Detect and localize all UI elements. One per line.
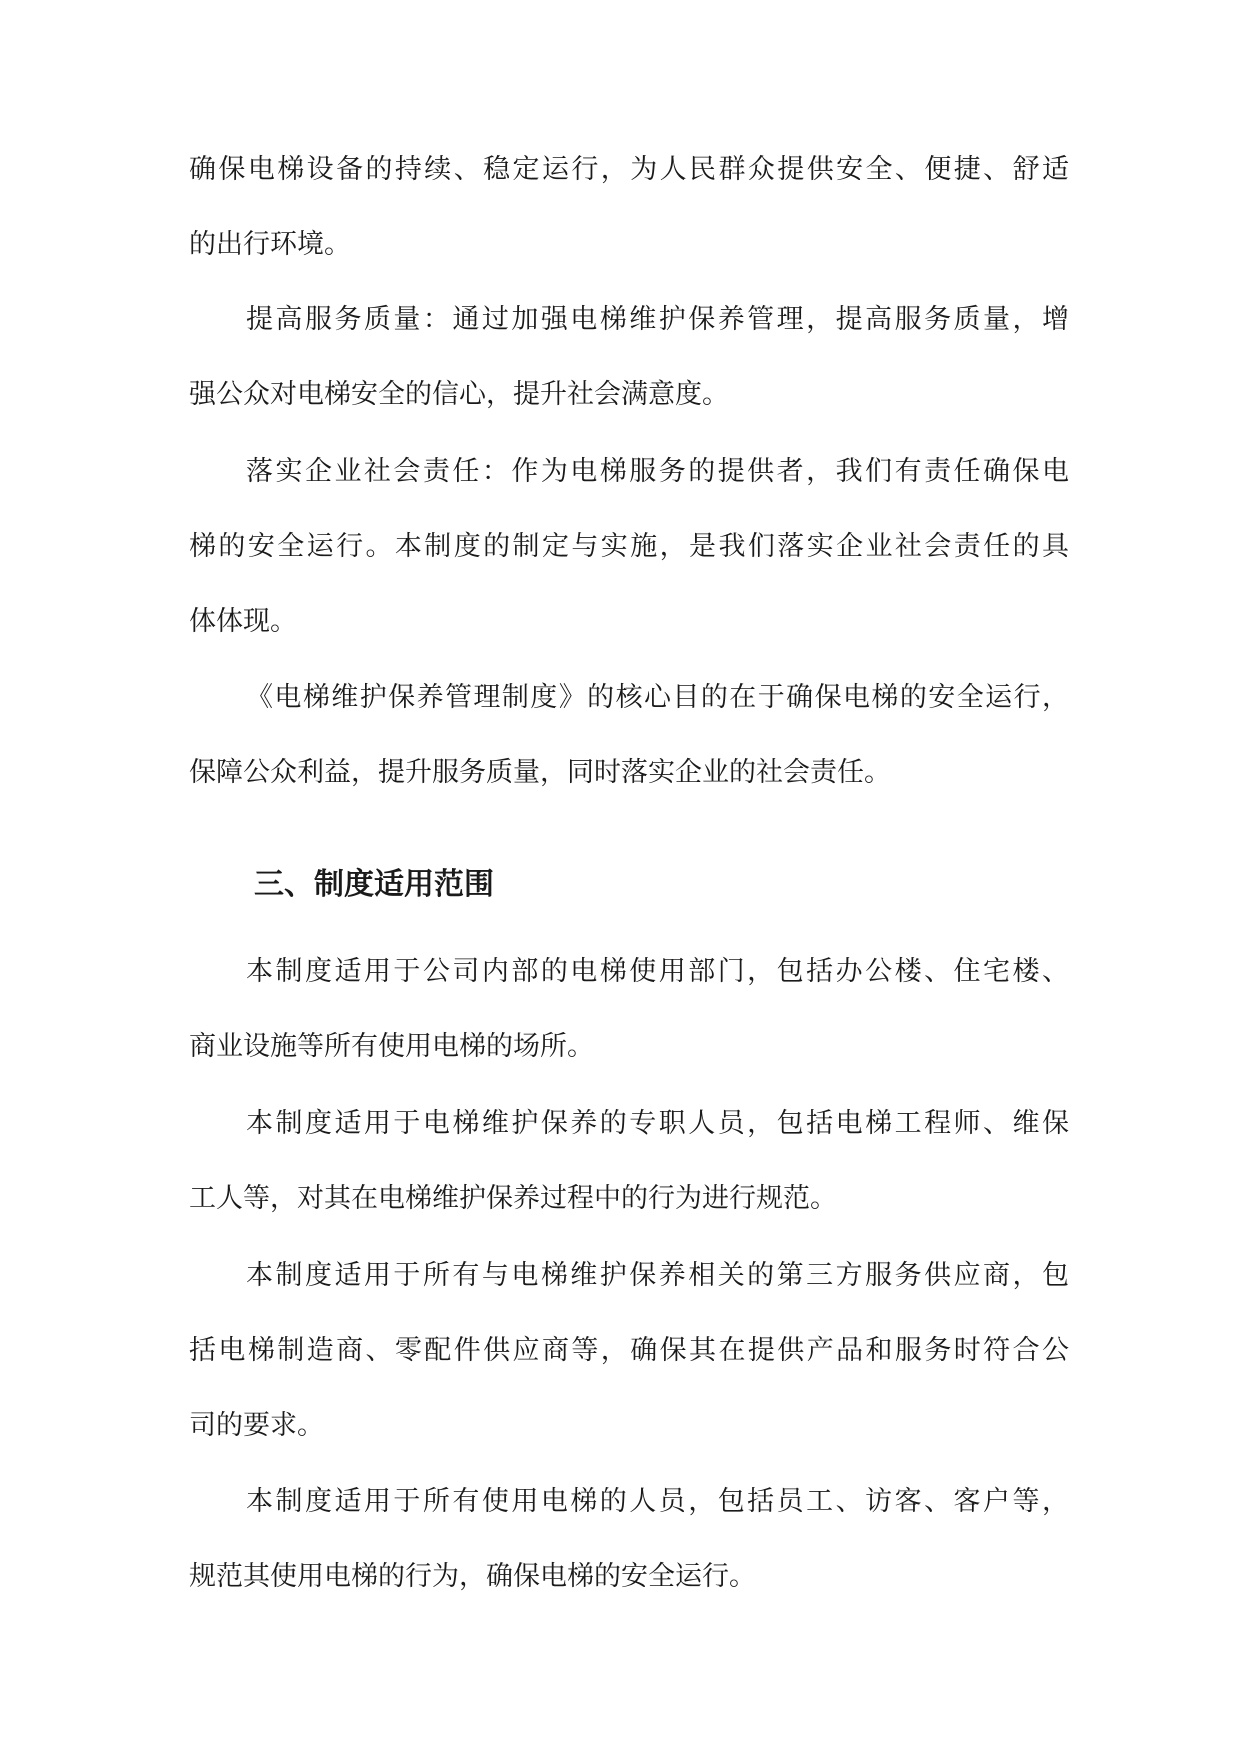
paragraph-line: 落实企业社会责任：作为电梯服务的提供者，我们有责任确保电 — [246, 456, 1069, 487]
paragraph-line: 本制度适用于所有使用电梯的人员，包括员工、访客、客户等， — [246, 1486, 1069, 1517]
paragraph-line: 本制度适用于电梯维护保养的专职人员，包括电梯工程师、维保 — [246, 1108, 1069, 1139]
paragraph-line: 保障公众利益，提升服务质量，同时落实企业的社会责任。 — [189, 757, 891, 788]
paragraph-line: 的出行环境。 — [189, 229, 351, 260]
paragraph-line: 括电梯制造商、零配件供应商等，确保其在提供产品和服务时符合公 — [189, 1335, 1069, 1366]
paragraph-line: 提高服务质量：通过加强电梯维护保养管理，提高服务质量，增 — [246, 304, 1069, 335]
paragraph-line: 确保电梯设备的持续、稳定运行，为人民群众提供安全、便捷、舒适 — [189, 154, 1069, 185]
paragraph-line: 规范其使用电梯的行为，确保电梯的安全运行。 — [189, 1561, 756, 1592]
paragraph-line: 司的要求。 — [189, 1410, 324, 1441]
paragraph-line: 强公众对电梯安全的信心，提升社会满意度。 — [189, 379, 729, 410]
paragraph-line: 《电梯维护保养管理制度》的核心目的在于确保电梯的安全运行， — [246, 682, 1069, 713]
paragraph-line: 本制度适用于所有与电梯维护保养相关的第三方服务供应商，包 — [246, 1260, 1069, 1291]
paragraph-line: 本制度适用于公司内部的电梯使用部门，包括办公楼、住宅楼、 — [246, 956, 1069, 987]
paragraph-line: 体体现。 — [189, 606, 297, 637]
section-heading: 三、制度适用范围 — [254, 867, 494, 902]
paragraph-line: 梯的安全运行。本制度的制定与实施，是我们落实企业社会责任的具 — [189, 531, 1069, 562]
paragraph-line: 工人等，对其在电梯维护保养过程中的行为进行规范。 — [189, 1183, 837, 1214]
paragraph-line: 商业设施等所有使用电梯的场所。 — [189, 1031, 594, 1062]
